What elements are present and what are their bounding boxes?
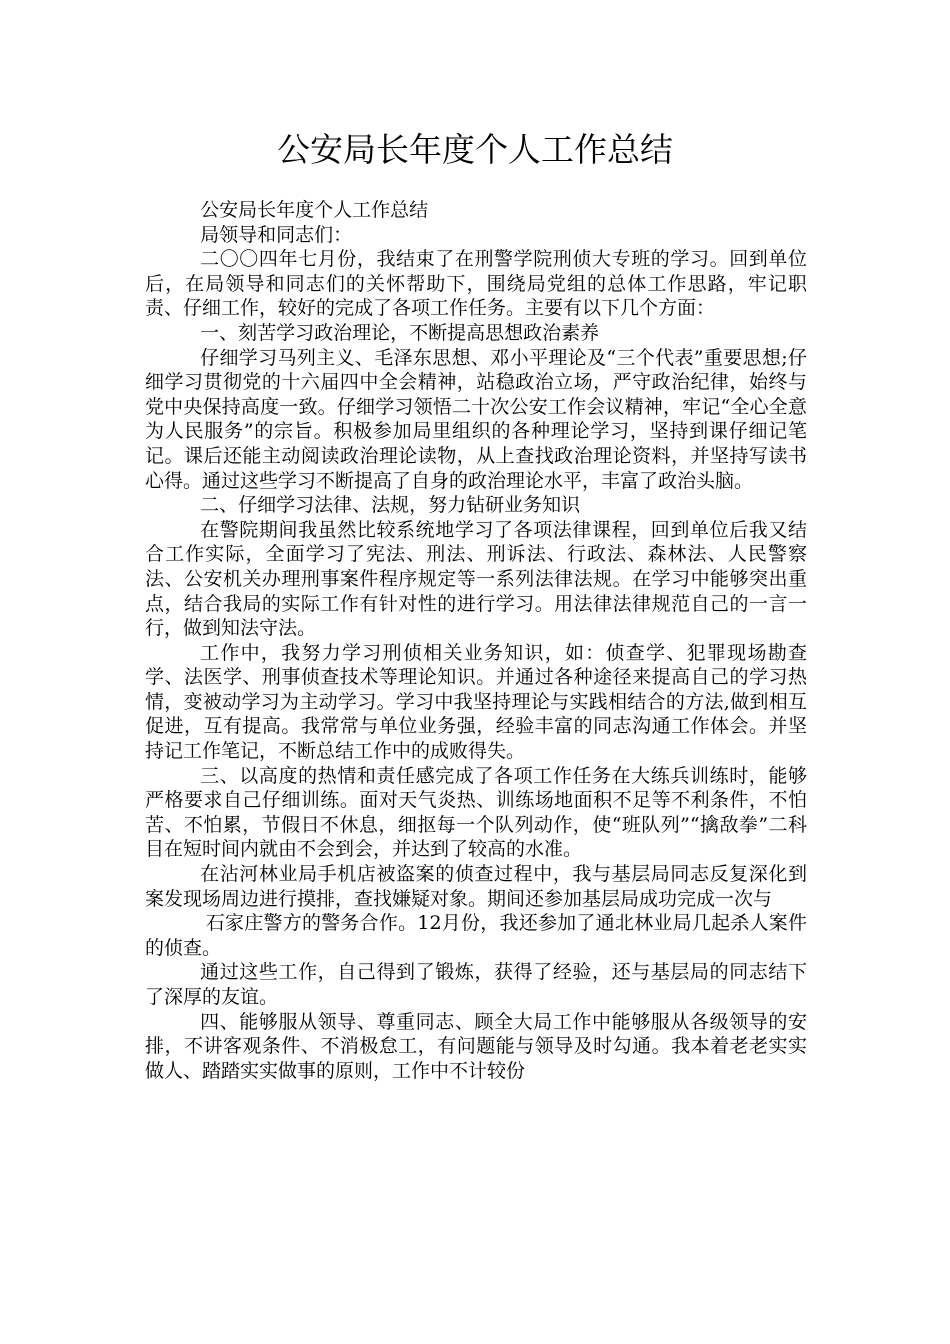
paragraph-salutation: 局领导和同志们： xyxy=(200,223,353,246)
section-heading-3: 三、以高度的热情和责任感完成了各项工作任务在大练兵训练时，能够严格要求自己仔细训练。面对天气炎热、训练场地面积不足等不利条件，不怕苦、不怕累，节假日不休息，细抠每一个队列动作，使“班队列”“擒敌拳”二科目在短时间内就由不会到会，并达到了较高的水准。 xyxy=(145,764,807,861)
paragraph-subtitle: 公安局长年度个人工作总结 xyxy=(200,199,429,221)
document-body xyxy=(145,198,807,1083)
paragraph-experience: 通过这些工作，自己得到了锻炼，获得了经验，还与基层局的同志结下了深厚的友谊。 xyxy=(145,961,807,1008)
document-title: 公安局长年度个人工作总结 xyxy=(277,130,673,169)
section-heading-2: 二、仔细学习法律、法规，努力钻研业务知识 xyxy=(200,494,581,517)
section-heading-1: 一、刻苦学习政治理论，不断提高思想政治素养 xyxy=(200,321,600,344)
paragraph-work-study: 工作中，我努力学习刑侦相关业务知识，如：侦查学、犯罪现场勘查学、法医学、刑事侦查技术等理论知识。并通过各种途径来提高自己的学习热情，变被动学习为主动学习。学习中我坚持理论与实践相结合的方法,做到相互促进，互有提高。我常常与单位业务强，经验丰富的同志沟通工作体会。并坚持记工作笔记，不断总结工作中的成败得失。 xyxy=(145,641,807,763)
section-heading-4: 四、能够服从领导、尊重同志、顾全大局工作中能够服从各级领导的安排，不讲客观条件、不消极怠工，有问题能与领导及时勾通。我本着老老实实做人、踏踏实实做事的原则，工作中不计较份 xyxy=(145,1010,807,1082)
paragraph-law-study: 在警院期间我虽然比较系统地学习了各项法律课程，回到单位后我又结合工作实际，全面学习了宪法、刑法、刑诉法、行政法、森林法、人民警察法、公安机关办理刑事案件程序规定等一系列法律法规。在学习中能够突出重点，结合我局的实际工作有针对性的进行学习。用法律法律规范自己的一言一行，做到知法守法。 xyxy=(145,518,807,640)
paragraph-cooperation: 石家庄警方的警务合作。12月份，我还参加了通北林业局几起杀人案件的侦查。 xyxy=(145,912,807,959)
paragraph-intro: 二〇〇四年七月份，我结束了在刑警学院刑侦大专班的学习。回到单位后，在局领导和同志们的关怀帮助下，围绕局党组的总体工作思路，牢记职责、仔细工作，较好的完成了各项工作任务。主要有以下几个方面： xyxy=(145,248,807,320)
paragraph-politics: 仔细学习马列主义、毛泽东思想、邓小平理论及“三个代表”重要思想;仔细学习贯彻党的十六届四中全会精神，站稳政治立场，严守政治纪律，始终与党中央保持高度一致。仔细学习领悟二十次公安工作会议精神，牢记“全心全意为人民服务”的宗旨。积极参加局里组织的各种理论学习，坚持到课仔细记笔记。课后还能主动阅读政治理论读物，从上查找政治理论资料，并坚持写读书心得。通过这些学习不断提高了自身的政治理论水平，丰富了政治头脑。 xyxy=(145,346,807,492)
paragraph-case: 在沾河林业局手机店被盗案的侦查过程中，我与基层局同志反复深化到案发现场周边进行摸排，查找嫌疑对象。期间还参加基层局成功完成一次与 xyxy=(145,863,807,910)
